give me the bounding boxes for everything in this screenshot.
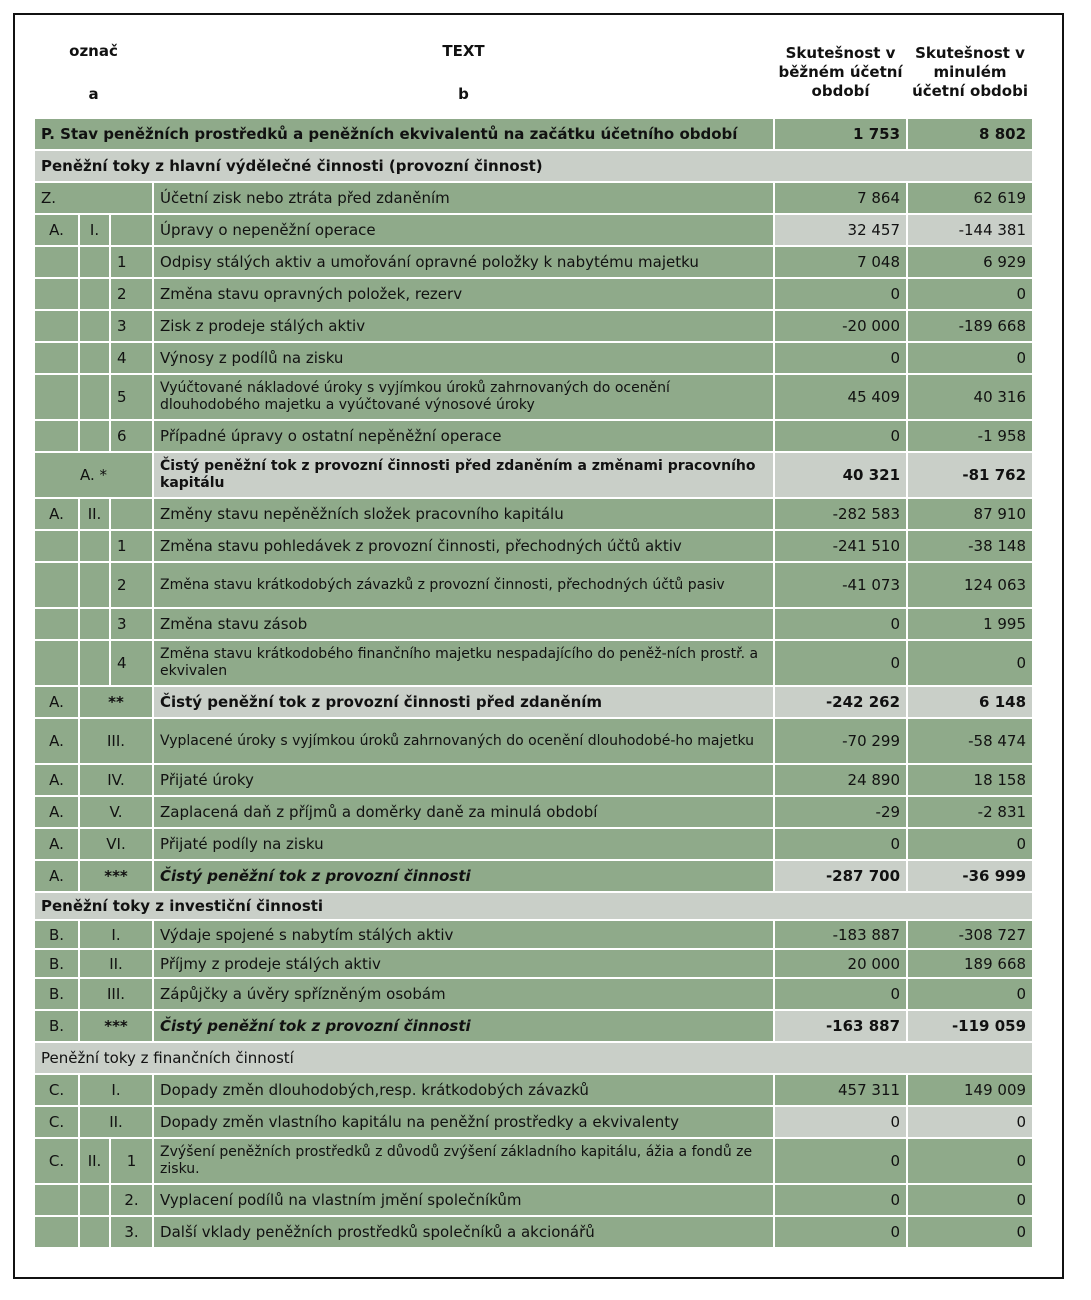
row-code-roman [79,310,110,342]
row-text: Odpisy stálých aktiv a umořování opravné položky k nabytému majetku [153,246,774,278]
row-code-letter: C. [34,1138,79,1184]
table-row [34,828,1033,860]
header-col-a-label: označ [69,41,118,60]
row-code-roman [79,278,110,310]
row-code-number: 2. [110,1184,153,1216]
row-current-value: 7 048 [774,246,907,278]
row-text: Příjmy z prodeje stálých aktiv [153,949,774,978]
row-text: Čistý peněžní tok z provozní činnosti před zdaněním a změnami pracovního kapitálu [153,452,774,498]
row-code-roman [79,420,110,452]
row-current-value: -70 299 [774,718,907,764]
row-current-value: 32 457 [774,214,907,246]
section-title: Peněžní toky z finančních činností [34,1042,1033,1074]
table-row [34,796,1033,828]
table-row [34,246,1033,278]
row-code-letter: C. [34,1106,79,1138]
row-code-roman: I. [79,920,153,949]
row-code-number: 3 [110,608,153,640]
row-current-value: 0 [774,978,907,1010]
row-code-letter: A. [34,764,79,796]
row-previous-value: -81 762 [907,452,1033,498]
row-code-letter: A. [34,686,79,718]
row-code-letter [34,1184,79,1216]
row-code-roman: *** [79,1010,153,1042]
row-code-letter: C. [34,1074,79,1106]
table-row [34,1106,1033,1138]
row-previous-value: -58 474 [907,718,1033,764]
table-row [34,310,1033,342]
row-current-value: -183 887 [774,920,907,949]
row-previous-value: 189 668 [907,949,1033,978]
table-row [34,978,1033,1010]
row-code-letter [34,342,79,374]
row-text: Změny stavu nepěněžních složek pracovního kapitálu [153,498,774,530]
row-text: Změna stavu krátkodobých závazků z provozní činnosti, přechodných účtů pasiv [153,562,774,608]
row-code-roman [79,246,110,278]
row-code-roman: I. [79,214,110,246]
row-current-value: 0 [774,1216,907,1248]
row-code-letter: A. [34,498,79,530]
header-col-current: Skutešnost v běžném účetní období [774,28,907,118]
table-row [34,342,1033,374]
row-text: Změna stavu opravných položek, rezerv [153,278,774,310]
row-code-number [110,214,153,246]
row-code-roman [79,1216,110,1248]
row-previous-value: 0 [907,1184,1033,1216]
row-text: Vyplacené úroky s vyjímkou úroků zahrnovaných do ocenění dlouhodobé-ho majetku [153,718,774,764]
row-code-roman: II. [79,1138,110,1184]
row-current-value: 7 864 [774,182,907,214]
row-previous-value: 124 063 [907,562,1033,608]
row-previous-value: 18 158 [907,764,1033,796]
row-code-roman: ** [79,686,153,718]
row-current-value: 0 [774,278,907,310]
row-code: A. * [34,452,153,498]
row-text: Účetní zisk nebo ztráta před zdaněním [153,182,774,214]
row-previous-value: 8 802 [907,118,1033,150]
row-code-number: 4 [110,640,153,686]
table-row [34,420,1033,452]
row-code-letter [34,278,79,310]
row-code-roman [79,608,110,640]
header-row [34,28,1033,118]
row-code-letter [34,530,79,562]
row-current-value: 0 [774,342,907,374]
row-text: Dopady změn vlastního kapitálu na peněžní prostředky a ekvivalenty [153,1106,774,1138]
section-header-row [34,892,1033,920]
row-code-number [110,498,153,530]
row-current-value: -20 000 [774,310,907,342]
row-code-number: 6 [110,420,153,452]
row-code-letter [34,374,79,420]
row-code-roman: II. [79,949,153,978]
header-col-a-sub: a [88,84,99,103]
row-current-value: 20 000 [774,949,907,978]
row-previous-value: -308 727 [907,920,1033,949]
row-text: Zisk z prodeje stálých aktiv [153,310,774,342]
row-current-value: 0 [774,640,907,686]
row-text: Dopady změn dlouhodobých,resp. krátkodobých závazků [153,1074,774,1106]
table-row [34,949,1033,978]
row-code-number: 5 [110,374,153,420]
row-current-value: 1 753 [774,118,907,150]
row-previous-value: -36 999 [907,860,1033,892]
row-code-number: 2 [110,278,153,310]
row-code-roman [79,530,110,562]
row-previous-value: 0 [907,640,1033,686]
row-previous-value: 0 [907,1138,1033,1184]
row-code-roman: I. [79,1074,153,1106]
row-text: Změna stavu zásob [153,608,774,640]
row-previous-value: 0 [907,1216,1033,1248]
section-header-row [34,1042,1033,1074]
row-previous-value: 40 316 [907,374,1033,420]
row-text: Zaplacená daň z příjmů a doměrky daně za minulá období [153,796,774,828]
cash-flow-table [33,28,1034,1249]
row-previous-value: 87 910 [907,498,1033,530]
row-code-roman: VI. [79,828,153,860]
row-previous-value: 0 [907,978,1033,1010]
section-title: Peněžní toky z hlavní výdělečné činnosti (provozní činnost) [34,150,1033,182]
row-code-number: 1 [110,246,153,278]
section-header-row [34,150,1033,182]
row-previous-value: 149 009 [907,1074,1033,1106]
row-code-roman [79,562,110,608]
row-previous-value: 6 929 [907,246,1033,278]
row-code-letter: B. [34,920,79,949]
table-row [34,608,1033,640]
table-row [34,1138,1033,1184]
row-previous-value: 6 148 [907,686,1033,718]
table-row [34,374,1033,420]
row-current-value: 0 [774,1184,907,1216]
subtotal-row [34,452,1033,498]
row-text: Úpravy o nepeněžní operace [153,214,774,246]
row-current-value: 0 [774,608,907,640]
row-current-value: 45 409 [774,374,907,420]
row-code-letter: A. [34,828,79,860]
row-text: Změna stavu krátkodobého finančního majetku nespadajícího do peněž-ních prostř. a ekvivalen [153,640,774,686]
row-previous-value: 62 619 [907,182,1033,214]
subtotal-row [34,686,1033,718]
table-row [34,562,1033,608]
table-row [34,764,1033,796]
row-code-number: 2 [110,562,153,608]
row-text: P. Stav peněžních prostředků a peněžních ekvivalentů na začátku účetního období [34,118,774,150]
row-text: Přijaté úroky [153,764,774,796]
row-text: Zvýšení peněžních prostředků z důvodů zvýšení základního kapitálu, ážia a fondů ze zisku. [153,1138,774,1184]
row-current-value: -41 073 [774,562,907,608]
row-code-roman: V. [79,796,153,828]
row-code-letter: B. [34,949,79,978]
header-col-b-label: TEXT [442,41,485,60]
table-row [34,718,1033,764]
row-previous-value: 0 [907,1106,1033,1138]
row-code-roman: II. [79,1106,153,1138]
row-text: Vyplacení podílů na vlastním jmění společníkům [153,1184,774,1216]
row-current-value: -242 262 [774,686,907,718]
row-text: Přijaté podíly na zisku [153,828,774,860]
row-current-value: 24 890 [774,764,907,796]
row-text: Vyúčtované nákladové úroky s vyjímkou úroků zahrnovaných do ocenění dlouhodobého majetku a vyúčtované výnosové úroky [153,374,774,420]
row-previous-value: -1 958 [907,420,1033,452]
row-previous-value: -144 381 [907,214,1033,246]
row-code-number: 3. [110,1216,153,1248]
row-code-letter [34,310,79,342]
row-previous-value: 0 [907,278,1033,310]
row-previous-value: 0 [907,342,1033,374]
row-code-number: 4 [110,342,153,374]
row-code-letter [34,608,79,640]
table-row [34,1074,1033,1106]
row-code-letter: B. [34,978,79,1010]
row-code-letter: A. [34,214,79,246]
table-row [34,182,1033,214]
row-current-value: 40 321 [774,452,907,498]
row-current-value: 0 [774,1138,907,1184]
row-text: Čistý peněžní tok z provozní činnosti [153,860,774,892]
table-row [34,1184,1033,1216]
row-current-value: -287 700 [774,860,907,892]
row-code-roman: II. [79,498,110,530]
row-current-value: 457 311 [774,1074,907,1106]
header-col-b [153,28,774,118]
row-previous-value: 1 995 [907,608,1033,640]
table-row [34,640,1033,686]
header-col-previous: Skutešnost v minulém účetní obdobi [907,28,1033,118]
table-row [34,530,1033,562]
row-code-letter [34,562,79,608]
row-code-letter: A. [34,718,79,764]
row-text: Další vklady peněžních prostředků společníků a akcionářů [153,1216,774,1248]
row-text: Výdaje spojené s nabytím stálých aktiv [153,920,774,949]
row-previous-value: 0 [907,828,1033,860]
row-code: Z. [34,182,153,214]
row-code-letter: A. [34,860,79,892]
row-text: Změna stavu pohledávek z provozní činnosti, přechodných účtů aktiv [153,530,774,562]
row-text: Čistý peněžní tok z provozní činnosti před zdaněním [153,686,774,718]
subtotal-row [34,860,1033,892]
row-code-letter: A. [34,796,79,828]
row-code-number: 1 [110,1138,153,1184]
row-current-value: 0 [774,828,907,860]
subtotal-row [34,1010,1033,1042]
table-row [34,118,1033,150]
table-row [34,214,1033,246]
row-current-value: -29 [774,796,907,828]
row-current-value: -282 583 [774,498,907,530]
row-code-letter: B. [34,1010,79,1042]
row-code-roman [79,1184,110,1216]
table-row [34,1216,1033,1248]
row-code-number: 1 [110,530,153,562]
row-code-roman [79,374,110,420]
section-title: Peněžní toky z investiční činnosti [34,892,1033,920]
row-text: Výnosy z podílů na zisku [153,342,774,374]
row-current-value: 0 [774,420,907,452]
row-code-roman: III. [79,718,153,764]
row-text: Případné úpravy o ostatní nepěněžní operace [153,420,774,452]
row-code-number: 3 [110,310,153,342]
row-previous-value: -2 831 [907,796,1033,828]
row-previous-value: -119 059 [907,1010,1033,1042]
row-previous-value: -38 148 [907,530,1033,562]
header-col-b-sub: b [458,84,469,103]
row-code-roman [79,640,110,686]
row-text: Zápůjčky a úvěry spřízněným osobám [153,978,774,1010]
row-code-roman [79,342,110,374]
table-row [34,920,1033,949]
header-col-a [34,28,153,118]
table-row [34,498,1033,530]
table-row [34,278,1033,310]
row-text: Čistý peněžní tok z provozní činnosti [153,1010,774,1042]
row-code-letter [34,420,79,452]
row-current-value: -163 887 [774,1010,907,1042]
row-code-letter [34,246,79,278]
row-current-value: 0 [774,1106,907,1138]
row-previous-value: -189 668 [907,310,1033,342]
row-code-roman: *** [79,860,153,892]
row-code-roman: IV. [79,764,153,796]
row-current-value: -241 510 [774,530,907,562]
row-code-roman: III. [79,978,153,1010]
row-code-letter [34,640,79,686]
row-code-letter [34,1216,79,1248]
